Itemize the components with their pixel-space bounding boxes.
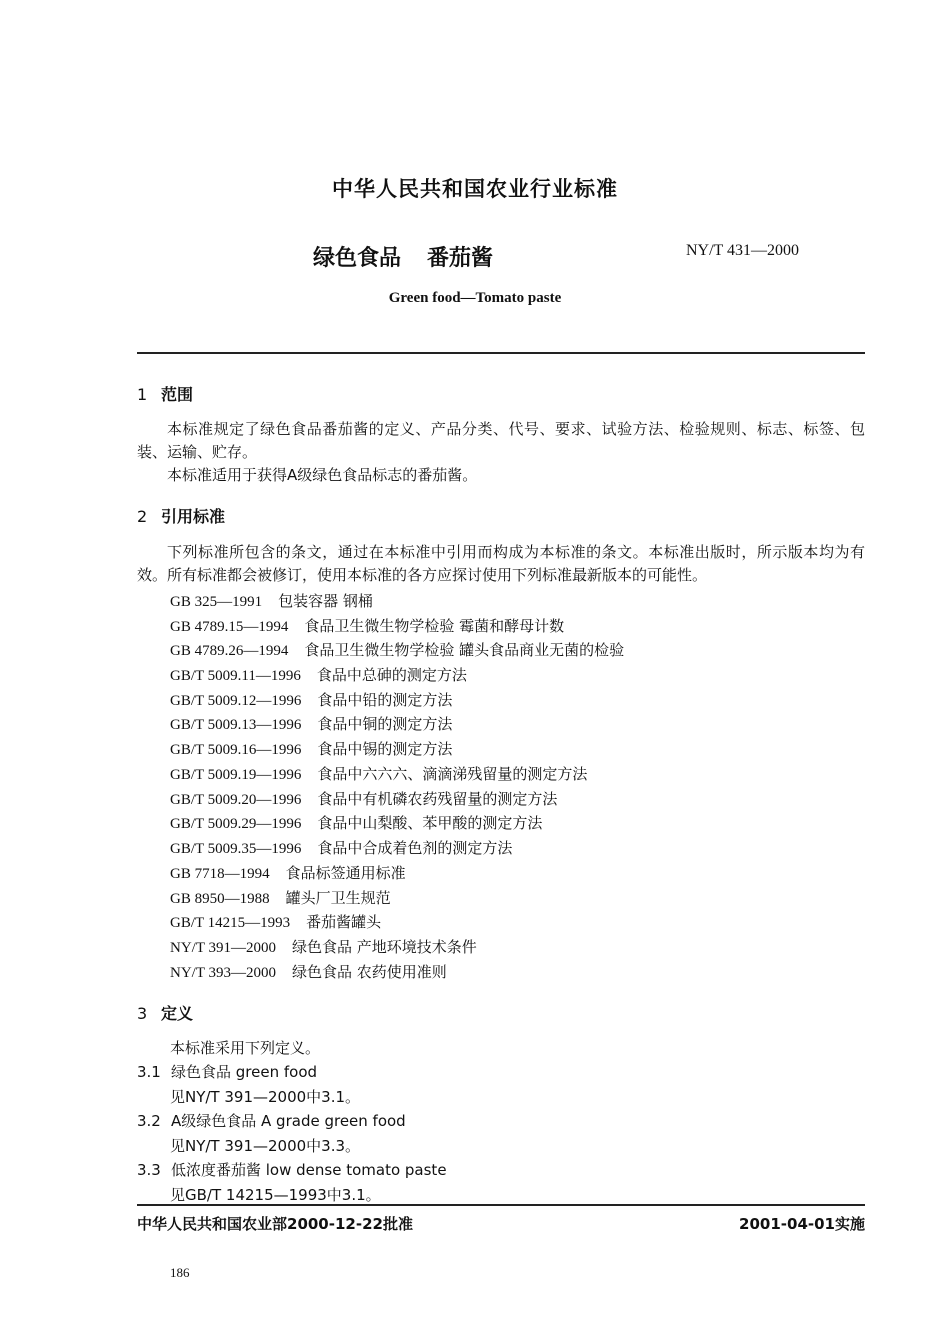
reference-item	[170, 713, 452, 734]
reference-title: 食品中铅的测定方法	[317, 691, 453, 709]
definition-number: 3.3	[137, 1161, 161, 1179]
reference-code: NY/T 393—2000	[170, 965, 276, 981]
paragraph: 下列标准所包含的条文，通过在本标准中引用而构成为本标准的条文。本标准出版时，所示版本均为有效。所有标准都会被修订，使用本标准的各方应探讨使用下列标准最新版本的可能性。	[137, 543, 865, 584]
reference-title: 食品卫生微生物学检验 霉菌和酵母计数	[304, 617, 565, 635]
reference-title: 包装容器 钢桶	[278, 592, 373, 610]
definition-ref: 见GB/T 14215—1993中3.1。	[170, 1186, 381, 1204]
paragraph: 本标准适用于获得A级绿色食品标志的番茄酱。	[167, 466, 478, 484]
reference-code: GB 325—1991	[170, 594, 263, 610]
definition-ref: 见NY/T 391—2000中3.1。	[170, 1088, 361, 1106]
reference-title: 食品中六六六、滴滴涕残留量的测定方法	[317, 765, 588, 783]
reference-title: 绿色食品 产地环境技术条件	[291, 938, 477, 956]
reference-code: GB/T 5009.35—1996	[170, 841, 302, 857]
reference-title: 番茄酱罐头	[306, 913, 382, 931]
reference-item	[170, 738, 452, 759]
reference-title: 食品中有机磷农药残留量的测定方法	[317, 790, 558, 808]
reference-code: NY/T 391—2000	[170, 940, 276, 956]
reference-title: 食品卫生微生物学检验 罐头食品商业无菌的检验	[304, 641, 625, 659]
title-part-2: 番茄酱	[427, 246, 494, 271]
definition-term-text: 绿色食品 green food	[171, 1063, 318, 1081]
definition-term-text: 低浓度番茄酱 low dense tomato paste	[171, 1161, 447, 1179]
section-1-heading	[137, 382, 193, 405]
reference-title: 绿色食品 农药使用准则	[291, 963, 447, 981]
reference-code: GB/T 5009.29—1996	[170, 816, 302, 832]
top-divider	[137, 352, 865, 354]
document-title-cn	[313, 241, 493, 272]
reference-item	[170, 689, 452, 710]
reference-title: 食品中锡的测定方法	[317, 740, 453, 758]
reference-title: 食品标签通用标准	[285, 864, 406, 882]
section-title: 定义	[161, 1004, 194, 1023]
reference-code: GB/T 5009.19—1996	[170, 767, 302, 783]
section-number: 1	[137, 385, 148, 404]
reference-title: 罐头厂卫生规范	[285, 889, 391, 907]
reference-code: GB 8950—1988	[170, 891, 270, 907]
document-title-en: Green food—Tomato paste	[388, 290, 562, 306]
reference-item	[170, 812, 542, 833]
issuing-body-heading: 中华人民共和国农业行业标准	[332, 177, 618, 201]
reference-code: GB/T 5009.13—1996	[170, 717, 302, 733]
reference-item	[170, 788, 557, 809]
reference-item	[170, 936, 477, 957]
definition-term	[137, 1110, 406, 1131]
reference-title: 食品中总砷的测定方法	[316, 666, 467, 684]
reference-item	[170, 590, 373, 611]
definition-number: 3.2	[137, 1112, 161, 1130]
reference-item	[170, 664, 467, 685]
section-title: 范围	[161, 385, 194, 404]
definition-term	[137, 1159, 447, 1180]
reference-code: GB 4789.15—1994	[170, 619, 289, 635]
definition-term-text: A级绿色食品 A grade green food	[171, 1112, 406, 1130]
approval-line: 中华人民共和国农业部2000-12-22批准	[137, 1215, 413, 1233]
reference-code: GB/T 5009.16—1996	[170, 742, 302, 758]
definitions-intro: 本标准采用下列定义。	[170, 1039, 321, 1057]
title-part-1: 绿色食品	[313, 246, 402, 271]
section-2-heading	[137, 504, 225, 527]
reference-item	[170, 639, 624, 660]
section-3-heading	[137, 1001, 193, 1024]
reference-item	[170, 887, 391, 908]
definition-ref: 见NY/T 391—2000中3.3。	[170, 1137, 361, 1155]
section-title: 引用标准	[161, 507, 226, 526]
definition-term	[137, 1061, 317, 1082]
reference-item	[170, 961, 447, 982]
standard-code: NY/T 431—2000	[686, 242, 800, 259]
page-number: 186	[170, 1265, 190, 1280]
section-number: 3	[137, 1004, 148, 1023]
section-number: 2	[137, 507, 148, 526]
reference-title: 食品中合成着色剂的测定方法	[317, 839, 513, 857]
reference-item	[170, 911, 381, 932]
paragraph: 本标准规定了绿色食品番茄酱的定义、产品分类、代号、要求、试验方法、检验规则、标志、标签、包装、运输、贮存。	[137, 420, 865, 461]
bottom-divider	[137, 1204, 865, 1206]
reference-code: GB 7718—1994	[170, 866, 270, 882]
reference-code: GB/T 5009.11—1996	[170, 668, 301, 684]
reference-title: 食品中山梨酸、苯甲酸的测定方法	[317, 814, 543, 832]
section-2-body	[137, 541, 865, 587]
definition-number: 3.1	[137, 1063, 161, 1081]
effective-date: 2001-04-01实施	[739, 1215, 865, 1233]
reference-item	[170, 763, 587, 784]
reference-code: GB/T 14215—1993	[170, 915, 291, 931]
reference-code: GB/T 5009.12—1996	[170, 693, 302, 709]
reference-title: 食品中铜的测定方法	[317, 715, 453, 733]
reference-item	[170, 615, 564, 636]
reference-item	[170, 862, 406, 883]
reference-item	[170, 837, 512, 858]
section-1-body	[137, 418, 865, 487]
reference-code: GB/T 5009.20—1996	[170, 792, 302, 808]
reference-code: GB 4789.26—1994	[170, 643, 289, 659]
